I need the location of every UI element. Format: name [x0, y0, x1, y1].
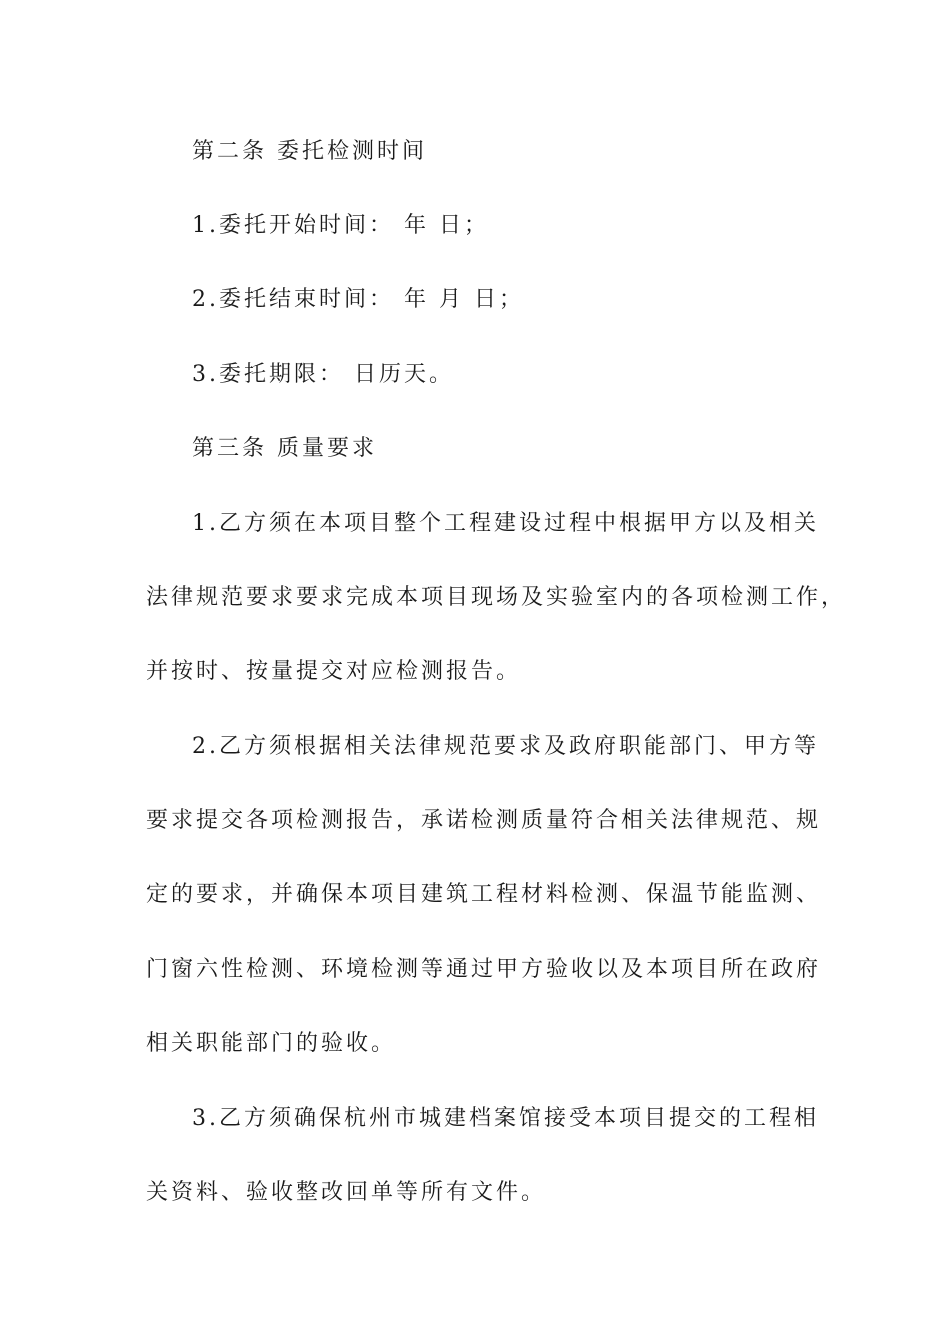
quality-item-2-line-2: 要求提交各项检测报告，承诺检测质量符合相关法律规范、规	[146, 808, 822, 833]
quality-item-1-line-1: 1.乙方须在本项目整个工程建设过程中根据甲方以及相关	[192, 511, 819, 536]
article-3-heading: 第三条 质量要求	[192, 436, 377, 461]
quality-item-3-line-1: 3.乙方须确保杭州市城建档案馆接受本项目提交的工程相	[192, 1106, 819, 1131]
commission-period: 3.委托期限： 日历天。	[192, 362, 454, 387]
quality-item-1-line-2: 法律规范要求要求完成本项目现场及实验室内的各项检测工作，	[146, 585, 847, 610]
quality-item-3-line-2: 关资料、验收整改回单等所有文件。	[146, 1180, 547, 1205]
article-2-heading: 第二条 委托检测时间	[192, 139, 427, 164]
quality-item-2-line-1: 2.乙方须根据相关法律规范要求及政府职能部门、甲方等	[192, 734, 819, 759]
quality-item-2-line-4: 门窗六性检测、环境检测等通过甲方验收以及本项目所在政府	[146, 957, 822, 982]
commission-start-time: 1.委托开始时间： 年 日；	[192, 213, 489, 238]
quality-item-2-line-3: 定的要求，并确保本项目建筑工程材料检测、保温节能监测、	[146, 882, 822, 907]
quality-item-1-line-3: 并按时、按量提交对应检测报告。	[146, 659, 522, 684]
quality-item-2-line-5: 相关职能部门的验收。	[146, 1031, 397, 1056]
commission-end-time: 2.委托结束时间： 年 月 日；	[192, 287, 524, 312]
